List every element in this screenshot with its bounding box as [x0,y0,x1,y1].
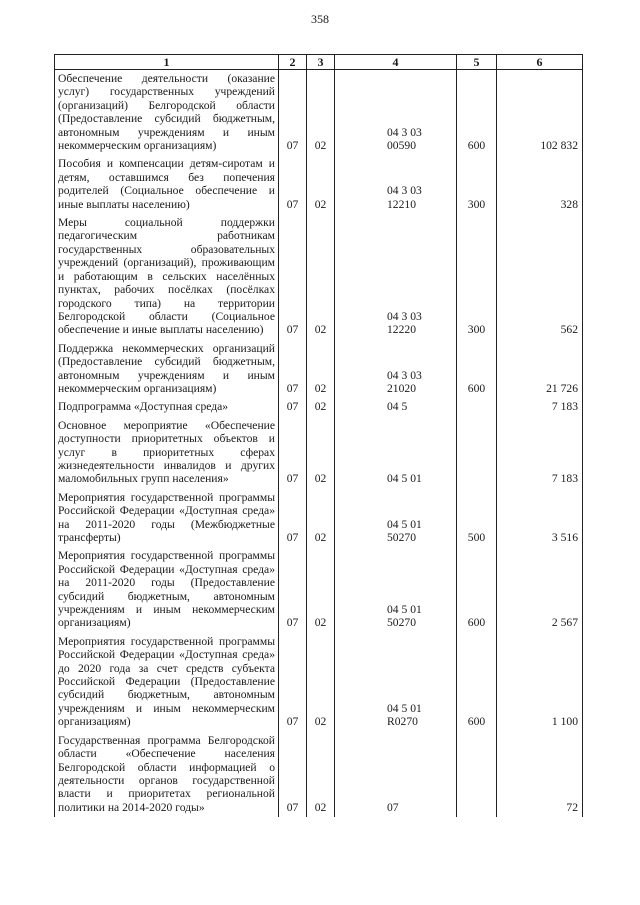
row-amount: 2 567 [497,547,583,632]
row-description: Обеспечение деятельности (оказание услуг) государственных учреждений (организаций) Белгородской области (Предоставление субсидий бюджетным, автономным учреждениям и иным некоммерческим организациям) [55,70,279,156]
row-section: 07 [279,732,307,817]
row-subsection: 02 [307,70,335,156]
row-expense-type: 300 [457,155,497,214]
row-expense-type: 600 [457,70,497,156]
row-subsection: 02 [307,214,335,340]
row-target-code: 04 5 01 R0270 [335,633,457,732]
table-row [55,214,583,340]
row-target-code: 04 3 03 21020 [335,340,457,399]
row-target-code: 04 5 [335,398,457,416]
row-amount: 562 [497,214,583,340]
row-amount: 1 100 [497,633,583,732]
table-row [55,70,583,156]
row-expense-type: 300 [457,214,497,340]
budget-table [54,54,583,817]
row-subsection: 02 [307,417,335,489]
header-col-6: 6 [497,55,583,70]
page-number: 358 [311,12,329,26]
header-col-3: 3 [307,55,335,70]
header-col-1: 1 [55,55,279,70]
row-section: 07 [279,214,307,340]
row-target-code: 04 5 01 [335,417,457,489]
row-description: Меры социальной поддержки педагогическим работникам государственных образовательных учреждений (организаций), проживающим и работающим в сельских населённых пунктах, рабочих посёлках (посёлках городского типа) на территории Белгородской области (Социальное обеспечение и иные выплаты населению) [55,214,279,340]
row-subsection: 02 [307,340,335,399]
row-description: Мероприятия государственной программы Российской Федерации «Доступная среда» до 2020 года за счет средств субъекта Российской Федерации (Предоставление субсидий бюджетным, автономным учреждениям и иным некоммерческим организациям) [55,633,279,732]
header-col-2: 2 [279,55,307,70]
table-row [55,340,583,399]
table-row [55,398,583,416]
header-row [55,55,583,70]
row-amount: 7 183 [497,398,583,416]
row-amount: 102 832 [497,70,583,156]
row-section: 07 [279,70,307,156]
table-row [55,547,583,632]
row-section: 07 [279,398,307,416]
row-target-code: 04 3 03 00590 [335,70,457,156]
row-section: 07 [279,633,307,732]
row-subsection: 02 [307,732,335,817]
row-description: Основное мероприятие «Обеспечение доступности приоритетных объектов и услуг в приоритетных сферах жизнедеятельности инвалидов и других маломобильных групп населения» [55,417,279,489]
row-target-code: 04 5 01 50270 [335,489,457,548]
row-target-code: 07 [335,732,457,817]
row-target-code: 04 3 03 12220 [335,214,457,340]
row-subsection: 02 [307,633,335,732]
table-row [55,732,583,817]
row-description: Мероприятия государственной программы Российской Федерации «Доступная среда» на 2011-2020 годы (Предоставление субсидий бюджетным, автономным учреждениям и иным некоммерческим организациям) [55,547,279,632]
header-col-4: 4 [335,55,457,70]
row-subsection: 02 [307,489,335,548]
row-amount: 21 726 [497,340,583,399]
row-amount: 7 183 [497,417,583,489]
row-target-code: 04 3 03 12210 [335,155,457,214]
table-row [55,489,583,548]
row-expense-type: 600 [457,547,497,632]
row-description: Пособия и компенсации детям-сиротам и детям, оставшимся без попечения родителей (Социальное обеспечение и иные выплаты населению) [55,155,279,214]
row-description: Мероприятия государственной программы Российской Федерации «Доступная среда» на 2011-2020 годы (Межбюджетные трансферты) [55,489,279,548]
row-expense-type: 500 [457,489,497,548]
row-expense-type [457,398,497,416]
row-amount: 72 [497,732,583,817]
table-row [55,155,583,214]
row-expense-type [457,732,497,817]
row-description: Государственная программа Белгородской области «Обеспечение населения Белгородской области информацией о деятельности органов государственной власти и приоритетах региональной политики на 2014-2020 годы» [55,732,279,817]
row-expense-type [457,417,497,489]
table-row [55,633,583,732]
row-section: 07 [279,340,307,399]
row-expense-type: 600 [457,633,497,732]
row-amount: 3 516 [497,489,583,548]
row-description: Поддержка некоммерческих организаций (Предоставление субсидий бюджетным, автономным учреждениям и иным некоммерческим организациям) [55,340,279,399]
row-section: 07 [279,489,307,548]
table-row [55,417,583,489]
row-section: 07 [279,155,307,214]
row-target-code: 04 5 01 50270 [335,547,457,632]
row-subsection: 02 [307,398,335,416]
row-subsection: 02 [307,155,335,214]
row-section: 07 [279,417,307,489]
row-subsection: 02 [307,547,335,632]
row-expense-type: 600 [457,340,497,399]
row-section: 07 [279,547,307,632]
row-description: Подпрограмма «Доступная среда» [55,398,279,416]
header-col-5: 5 [457,55,497,70]
row-amount: 328 [497,155,583,214]
